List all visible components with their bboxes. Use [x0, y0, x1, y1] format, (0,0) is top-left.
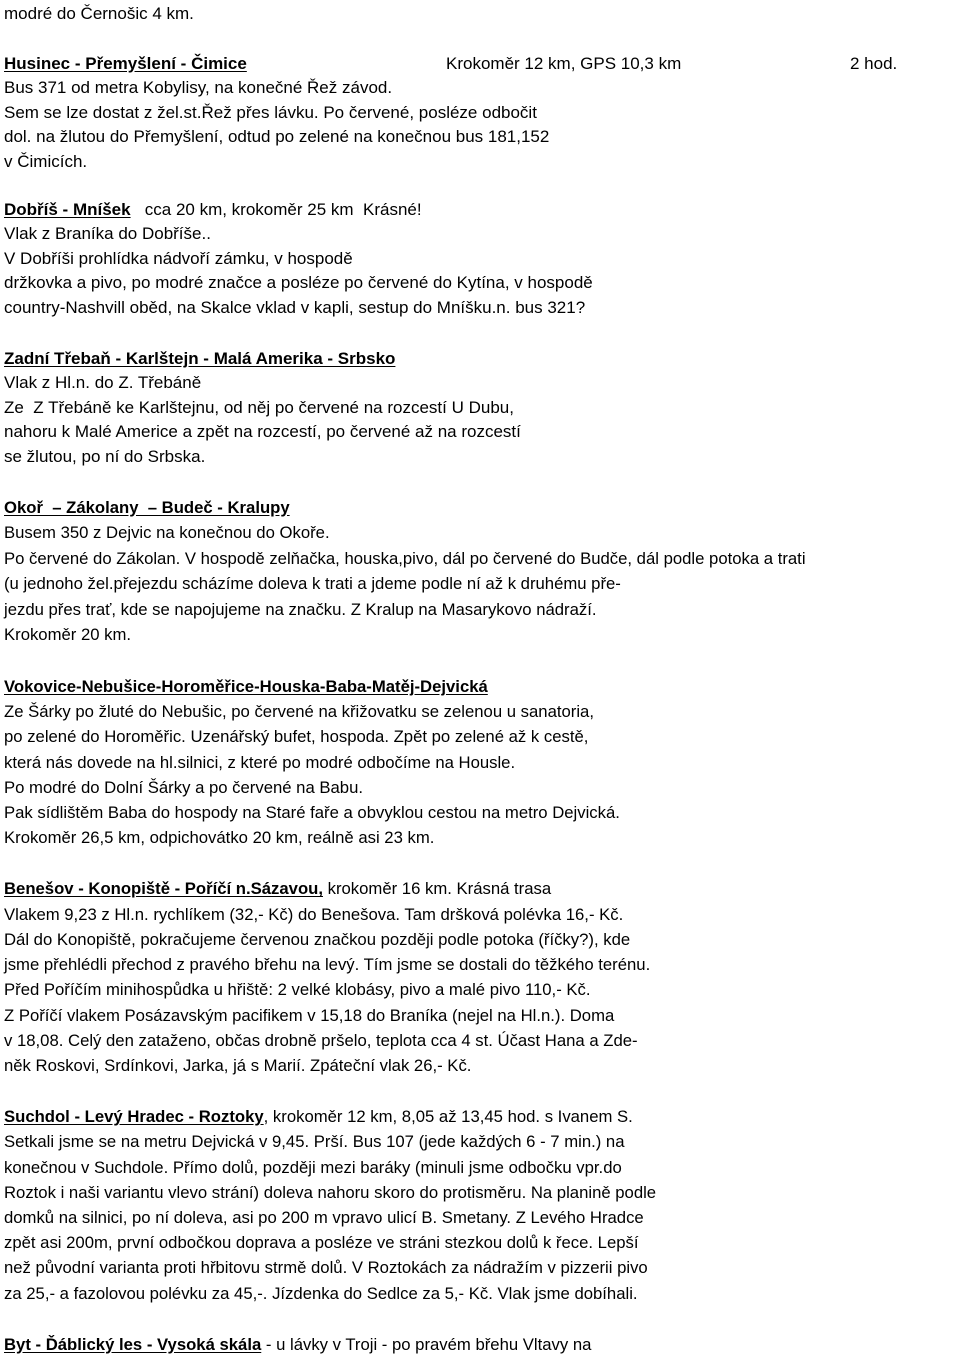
trip-title-suffix: krokoměr 16 km. Krásná trasa	[322, 879, 552, 899]
trip-heading-zadni-treban	[4, 347, 958, 372]
trip-line: než původní varianta proti hřbitovu strmě dolů. V Roztokách za nádražím v pizzerii pivo	[4, 1258, 648, 1278]
trip-heading-benesov	[4, 876, 958, 901]
trip-heading-byt	[4, 1332, 958, 1357]
trip-line: country-Nashvill oběd, na Skalce vklad v kapli, sestup do Mníšku.n. bus 321?	[4, 297, 586, 317]
trip-line: Pak sídlištěm Baba do hospody na Staré faře a obvyklou cestou na metro Dejvická.	[4, 803, 620, 823]
trip-title: Benešov - Konopiště - Poříčí n.Sázavou,	[4, 879, 323, 899]
trip-line: držkovka a pivo, po modré značce a posléze po červené do Kytína, v hospodě	[4, 273, 593, 293]
trip-line: V Dobříši prohlídka nádvoří zámku, v hospodě	[4, 248, 353, 268]
trip-line: Setkali jsme se na metru Dejvická v 9,45. Prší. Bus 107 (jede každých 6 - 7 min.) na	[4, 1132, 625, 1152]
trip-line: jezdu přes trať, kde se napojujeme na značku. Z Kralup na Masarykovo nádraží.	[4, 599, 597, 619]
trip-title: Zadní Třebaň - Karlštejn - Malá Amerika - Srbsko	[4, 348, 396, 368]
trip-line: v 18,08. Celý den zataženo, občas drobně pršelo, teplota cca 4 st. Účast Hana a Zde-	[4, 1030, 638, 1050]
trip-duration: 2 hod.	[850, 53, 898, 73]
trip-line: v Čimicích.	[4, 151, 88, 171]
trip-line: jsme přehlédli přechod z pravého břehu na levý. Tím jsme se dostali do těžkého terénu.	[4, 955, 651, 975]
trip-line: Dál do Konopiště, pokračujeme červenou značkou později podle potoka (říčky?), kde	[4, 929, 631, 949]
trip-title: Okoř – Zákolany – Budeč - Kralupy	[4, 497, 290, 517]
trip-heading-vokovice	[4, 674, 958, 699]
trip-line: Z Poříčí vlakem Posázavským pacifikem v 15,18 do Braníka (nejel na Hl.n.). Doma	[4, 1005, 615, 1025]
trip-line: zpět asi 200m, první odbočkou doprava a posléze ve stráni stezkou dolů k řece. Lepší	[4, 1233, 639, 1253]
trip-title: Dobříš - Mníšek	[4, 199, 131, 219]
trip-line: domků na silnici, po ní doleva, asi po 200 m vpravo ulicí B. Smetany. Z Levého Hradce	[4, 1207, 644, 1227]
trip-title-suffix: - u lávky v Troji - po pravém břehu Vltavy na	[261, 1334, 592, 1354]
trip-line: Ze Šárky po žluté do Nebušic, po červené na křižovatku se zelenou u sanatoria,	[4, 702, 594, 722]
trip-line: se žlutou, po ní do Srbska.	[4, 446, 206, 466]
trip-line: Vlakem 9,23 z Hl.n. rychlíkem (32,- Kč) do Benešova. Tam dršková polévka 16,- Kč.	[4, 904, 624, 924]
trip-line: Busem 350 z Dejvic na konečnou do Okoře.	[4, 523, 330, 543]
trip-line: nahoru k Malé Americe a zpět na rozcestí, po červené až na rozcestí	[4, 422, 521, 442]
trip-line: Sem se lze dostat z žel.st.Řež přes lávku. Po červené, posléze odbočit	[4, 102, 537, 122]
trip-line: která nás dovede na hl.silnici, z které po modré odbočíme na Housle.	[4, 752, 516, 772]
trip-heading-suchdol	[4, 1104, 958, 1129]
trip-title-suffix: cca 20 km, krokoměr 25 km Krásné!	[130, 199, 422, 219]
trip-line: za 25,- a fazolovou polévku za 45,-. Jízdenka do Sedlce za 5,- Kč. Vlak jsme dobíhali.	[4, 1283, 638, 1303]
trip-heading-dobris	[4, 198, 958, 223]
trip-heading-okor	[4, 495, 958, 521]
trip-heading-husinec	[4, 52, 958, 77]
trip-line: Před Poříčím minihospůdka u hřiště: 2 velké klobásy, pivo a malé pivo 110,- Kč.	[4, 980, 591, 1000]
trip-line: Vlak z Braníka do Dobříše..	[4, 224, 211, 244]
trip-title-suffix: , krokoměr 12 km, 8,05 až 13,45 hod. s Ivanem S.	[263, 1107, 633, 1127]
trip-line: dol. na žlutou do Přemyšlení, odtud po zelené na konečnou bus 181,152	[4, 127, 550, 147]
intro-line: modré do Černošic 4 km.	[4, 4, 194, 23]
trip-line: Po modré do Dolní Šárky a po červené na Babu.	[4, 777, 363, 797]
trip-line: něk Roskovi, Srdínkovi, Jarka, já s Marií. Zpáteční vlak 26,- Kč.	[4, 1055, 472, 1075]
trip-line: po zelené do Horoměřic. Uzenářský bufet, hospoda. Zpět po zelené až k cestě,	[4, 727, 589, 747]
trip-line: Roztok i naši variantu vlevo strání) doleva nahoru skoro do protisměru. Na planině podle	[4, 1182, 657, 1202]
trip-title: Byt - Ďáblický les - Vysoká skála	[4, 1334, 262, 1354]
trip-title: Vokovice-Nebušice-Horoměřice-Houska-Baba-Matěj-Dejvická	[4, 677, 488, 697]
trip-title: Suchdol - Levý Hradec - Roztoky	[4, 1107, 264, 1127]
trip-line: Krokoměr 26,5 km, odpichovátko 20 km, reálně asi 23 km.	[4, 828, 435, 848]
trip-line: Krokoměr 20 km.	[4, 625, 132, 645]
trip-line: konečnou v Suchdole. Přímo dolů, později mezi baráky (minuli jsme odbočku vpr.do	[4, 1157, 622, 1177]
trip-line: Vlak z Hl.n. do Z. Třebáně	[4, 373, 202, 393]
trip-line: Po červené do Zákolan. V hospodě zelňačka, houska,pivo, dál po červené do Budče, dál podle potoka a trati	[4, 548, 806, 568]
trip-stats: Krokoměr 12 km, GPS 10,3 km	[446, 53, 682, 73]
trip-line: Bus 371 od metra Kobylisy, na konečné Řež závod.	[4, 78, 393, 98]
document-page	[4, 2, 958, 1357]
trip-line: (u jednoho žel.přejezdu scházíme doleva k trati a jdeme podle ní až k druhému pře-	[4, 574, 621, 594]
trip-title: Husinec - Přemyšlení - Čimice	[4, 53, 247, 73]
trip-line: Ze Z Třebáně ke Karlštejnu, od něj po červené na rozcestí U Dubu,	[4, 397, 514, 417]
